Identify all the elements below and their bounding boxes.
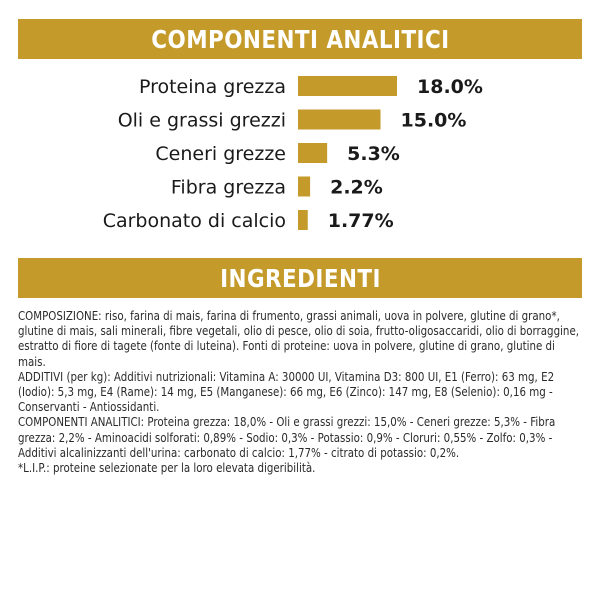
analytic-text: COMPONENTI ANALITICI: Proteina grezza: 18,0% - Oli e grassi grezzi: 15,0% - Ceneri grezze: 5,3% - Fibra grezza: 2,2% - Aminoacidi solforati: 0,89% - Sodio: 0,3% - Potassio: 0,9% - Cloruri: 0,55% - Zolfo: 0,3% - Additivi alcalinizzanti dell'urina: carbonato di calcio: 1,77% - citrato di potassio: 0,2%. bbox=[18, 415, 556, 460]
ingredients-title: INGREDIENTI bbox=[219, 263, 381, 293]
bar bbox=[298, 210, 308, 230]
composition-text: COMPOSIZIONE: riso, farina di mais, farina di frumento, grassi animali, uova in polvere, glutine di grano*, glutine di mais, sali minerali, fibre vegetali, olio di pesce, olio di soia, frutto-oligosaccaridi, olio di borraggine, estratto di fiore di tagete (fonte di luteina). Fonti di proteine: uova in polvere, glutine di grano, glutine di mais. bbox=[18, 309, 580, 369]
category-label: Carbonato di calcio bbox=[102, 210, 286, 232]
category-label: Fibra grezza bbox=[170, 176, 286, 199]
analytic-bar-chart bbox=[0, 64, 600, 254]
bar bbox=[298, 143, 327, 163]
category-label: Proteina grezza bbox=[138, 76, 286, 98]
additives-paragraph bbox=[18, 370, 584, 416]
ingredients-text-block bbox=[18, 309, 584, 476]
value-label: 15.0% bbox=[400, 109, 467, 132]
value-label: 18.0% bbox=[417, 76, 483, 98]
bar bbox=[298, 177, 310, 197]
value-label: 2.2% bbox=[330, 176, 383, 199]
category-label: Oli e grassi grezzi bbox=[117, 109, 286, 132]
analytic-components-title: COMPONENTI ANALITICI bbox=[150, 24, 450, 54]
analytic-paragraph bbox=[18, 415, 584, 461]
ingredients-banner bbox=[18, 258, 582, 298]
value-label: 1.77% bbox=[327, 210, 394, 232]
analytic-components-banner bbox=[18, 19, 582, 59]
value-label: 5.3% bbox=[347, 143, 400, 165]
note-paragraph bbox=[18, 461, 584, 476]
bar bbox=[298, 110, 381, 130]
composition-paragraph bbox=[18, 309, 584, 370]
additives-text: ADDITIVI (per kg): Additivi nutrizionali: Vitamina A: 30000 UI, Vitamina D3: 800 UI, E1 (Ferro): 63 mg, E2 (Iodio): 5,3 mg, E4 (Rame): 14 mg, E5 (Manganese): 66 mg, E6 (Zinco): 147 mg, E8 (Selenio): 0,16 mg - Conservanti - Antiossidanti. bbox=[18, 369, 555, 415]
bar bbox=[298, 76, 397, 96]
category-label: Ceneri grezze bbox=[155, 143, 286, 165]
note-text: *L.I.P.: proteine selezionate per la loro elevata digeribilità. bbox=[18, 461, 316, 476]
